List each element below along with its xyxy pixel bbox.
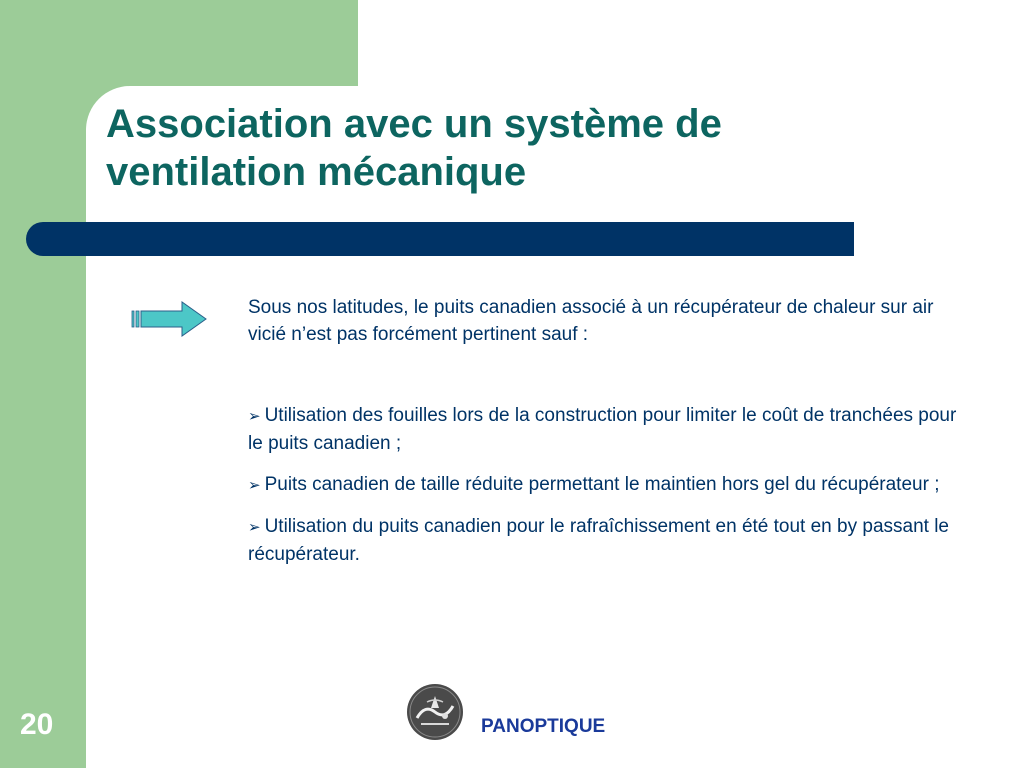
- right-arrow-icon: [130, 300, 210, 338]
- slide-title: Association avec un système de ventilation mécanique: [106, 102, 722, 194]
- bullet-arrow-icon: ➢: [248, 519, 261, 536]
- bullet-text: Utilisation des fouilles lors de la construction pour limiter le coût de tranchées pour le puits canadien ;: [248, 405, 957, 454]
- bullet-item: [248, 402, 968, 457]
- bullet-arrow-icon: ➢: [248, 477, 261, 494]
- slide-body: [248, 294, 968, 582]
- intro-paragraph: Sous nos latitudes, le puits canadien associé à un récupérateur de chaleur sur air vicié n’est pas forcément pertinent sauf :: [248, 297, 934, 345]
- title-underline-bar: [26, 222, 854, 256]
- bullet-item: [248, 513, 968, 568]
- slide-number: 20: [20, 708, 54, 741]
- bullet-arrow-icon: ➢: [248, 408, 261, 425]
- panoptique-logo-icon: [405, 682, 465, 742]
- footer-brand: PANOPTIQUE: [481, 716, 606, 737]
- bullet-item: [248, 471, 968, 499]
- bullet-text: Puits canadien de taille réduite permettant le maintien hors gel du récupérateur ;: [264, 474, 940, 495]
- bullet-text: Utilisation du puits canadien pour le rafraîchissement en été tout en by passant le récupérateur.: [248, 516, 949, 565]
